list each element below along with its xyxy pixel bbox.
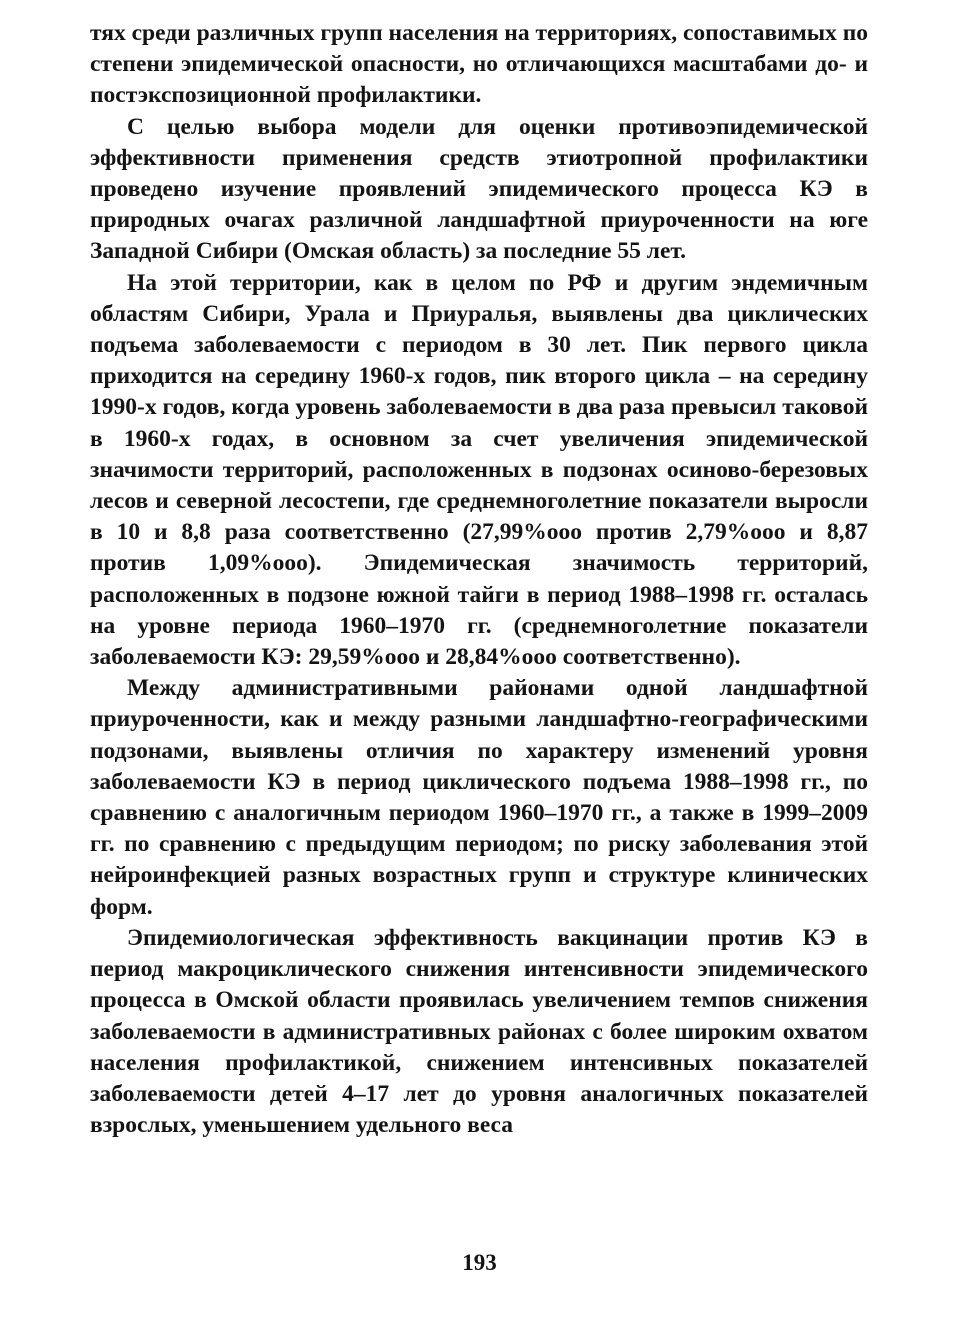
page-body xyxy=(90,18,868,1141)
page-number: 193 xyxy=(462,1250,497,1275)
paragraph-1: тях среди различных групп населения на территориях, сопоставимых по степени эпидемической опасности, но отличающихся масштабами до- и постэкспозиционной профилактики. xyxy=(90,20,868,109)
paragraph-3: На этой территории, как в целом по РФ и другим эндемичным областям Сибири, Урала и Приуралья, выявлены два циклических подъема заболеваемости с периодом в 30 лет. Пик первого цикла приходится на середину 1960-х годов, пик второго цикла – на середину 1990-х годов, когда уровень заболеваемости в два раза превысил таковой в 1960-х годах, в основном за счет увеличения эпидемической значимости территорий, расположенных в подзонах осиново-березовых лесов и северной лесостепи, где среднемноголетние показатели выросли в 10 и 8,8 раза соответственно (27,99%ооо против 2,79%ооо и 8,87 против 1,09%ооо). Эпидемическая значимость территорий, расположенных в подзоне южной тайги в период 1988–1998 гг. осталась на уровне периода 1960–1970 гг. (среднемноголетние показатели заболеваемости КЭ: 29,59%ооо и 28,84%ооо соответственно). xyxy=(90,269,868,671)
paragraph-5: Эпидемиологическая эффективность вакцинации против КЭ в период макроциклического снижения интенсивности эпидемического процесса в Омской области проявилась увеличением темпов снижения заболеваемости в административных районах с более широким охватом населения профилактикой, снижением интенсивных показателей заболеваемости детей 4–17 лет до уровня аналогичных показателей взрослых, уменьшением удельного веса xyxy=(90,924,868,1139)
paragraph-4: Между административными районами одной ландшафтной приуроченности, как и между разными ландшафтно-географическими подзонами, выявлены отличия по характеру изменений уровня заболеваемости КЭ в период циклического подъема 1988–1998 гг., по сравнению с аналогичным периодом 1960–1970 гг., а также в 1999–2009 гг. по сравнению с предыдущим периодом; по риску заболевания этой нейроинфекцией разных возрастных групп и структуре клинических форм. xyxy=(90,675,868,920)
paragraph-2: С целью выбора модели для оценки противоэпидемической эффективности применения средств этиотропной профилактики проведено изучение проявлений эпидемического процесса КЭ в природных очагах различной ландшафтной приуроченности на юге Западной Сибири (Омская область) за последние 55 лет. xyxy=(90,113,868,265)
